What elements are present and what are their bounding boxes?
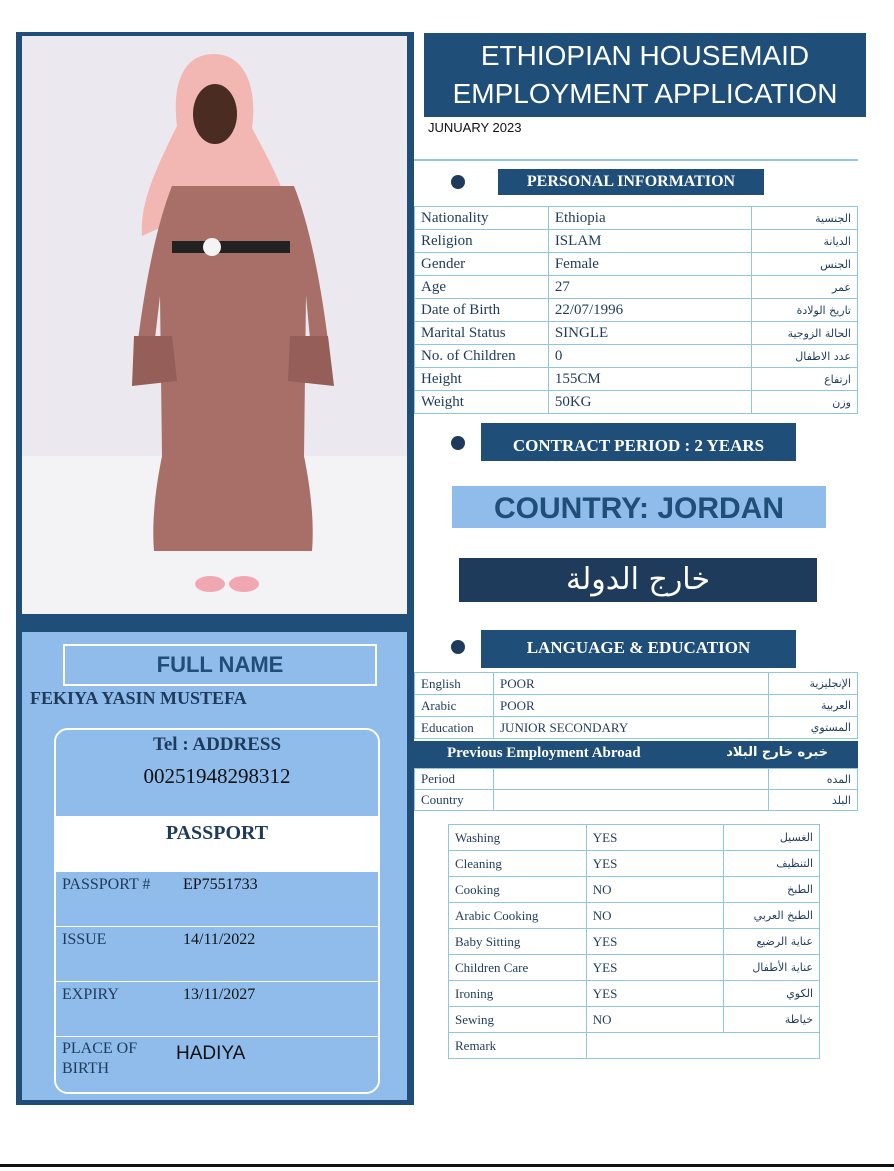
place-of-birth-row bbox=[56, 1037, 378, 1093]
personal-arabic: الحالة الزوجية bbox=[752, 322, 858, 345]
passport-number-label: PASSPORT # bbox=[62, 876, 151, 893]
skill-remark-row bbox=[449, 1033, 820, 1059]
language-value: POOR bbox=[494, 673, 769, 695]
personal-arabic: تاريخ الولادة bbox=[752, 299, 858, 322]
personal-row bbox=[415, 345, 858, 368]
document-title bbox=[424, 33, 866, 117]
skill-row bbox=[449, 825, 820, 851]
personal-row bbox=[415, 253, 858, 276]
previous-label: Period bbox=[415, 769, 494, 790]
skill-row bbox=[449, 955, 820, 981]
passport-number-value: EP7551733 bbox=[183, 876, 258, 893]
skill-label: Baby Sitting bbox=[449, 929, 587, 955]
personal-label: Date of Birth bbox=[415, 299, 549, 322]
language-education-heading: LANGUAGE & EDUCATION bbox=[481, 630, 796, 668]
personal-label: Gender bbox=[415, 253, 549, 276]
personal-value: 50KG bbox=[548, 391, 751, 414]
skills-table bbox=[448, 824, 820, 1059]
personal-row bbox=[415, 299, 858, 322]
applicant-photo bbox=[22, 36, 407, 614]
title-line-1: ETHIOPIAN HOUSEMAID bbox=[480, 40, 810, 71]
previous-value bbox=[494, 769, 769, 790]
application-date: JUNUARY 2023 bbox=[428, 120, 522, 135]
issue-row bbox=[56, 927, 378, 983]
passport-heading-row bbox=[56, 818, 378, 872]
passport-number-row bbox=[56, 872, 378, 928]
previous-arabic: البلد bbox=[769, 790, 858, 811]
personal-value: 155CM bbox=[548, 368, 751, 391]
personal-value: 22/07/1996 bbox=[548, 299, 751, 322]
remark-value bbox=[586, 1033, 819, 1059]
skill-arabic: عناية الأطفال bbox=[724, 955, 820, 981]
remark-label: Remark bbox=[449, 1033, 587, 1059]
skill-row bbox=[449, 929, 820, 955]
skill-label: Arabic Cooking bbox=[449, 903, 587, 929]
skill-value: YES bbox=[586, 981, 724, 1007]
skill-row bbox=[449, 903, 820, 929]
language-label: English bbox=[415, 673, 494, 695]
previous-row bbox=[415, 790, 858, 811]
skill-value: NO bbox=[586, 877, 724, 903]
skill-label: Cleaning bbox=[449, 851, 587, 877]
skill-value: YES bbox=[586, 825, 724, 851]
skill-arabic: الغسيل bbox=[724, 825, 820, 851]
language-value: POOR bbox=[494, 695, 769, 717]
previous-employment-heading bbox=[410, 741, 858, 769]
place-of-birth-label bbox=[62, 1039, 137, 1079]
expiry-label: EXPIRY bbox=[62, 986, 119, 1003]
bullet-icon bbox=[451, 436, 465, 450]
skill-label: Cooking bbox=[449, 877, 587, 903]
personal-label: Nationality bbox=[415, 207, 549, 230]
personal-label: Age bbox=[415, 276, 549, 299]
place-of-birth-value: HADIYA bbox=[176, 1043, 246, 1064]
language-value: JUNIOR SECONDARY bbox=[494, 717, 769, 739]
previous-row bbox=[415, 769, 858, 790]
personal-row bbox=[415, 322, 858, 345]
personal-value: 27 bbox=[548, 276, 751, 299]
previous-employment-arabic: خبره خارج البلاد bbox=[726, 745, 828, 760]
tel-heading-row bbox=[56, 730, 378, 764]
personal-value: Female bbox=[548, 253, 751, 276]
personal-label: Weight bbox=[415, 391, 549, 414]
previous-arabic: المده bbox=[769, 769, 858, 790]
language-arabic: الإنجليزية bbox=[769, 673, 858, 695]
country-label: COUNTRY: JORDAN bbox=[452, 486, 826, 528]
divider bbox=[414, 159, 858, 161]
language-arabic: المستوي bbox=[769, 717, 858, 739]
personal-label: Marital Status bbox=[415, 322, 549, 345]
personal-arabic: الديانة bbox=[752, 230, 858, 253]
skill-label: Washing bbox=[449, 825, 587, 851]
personal-value: SINGLE bbox=[548, 322, 751, 345]
tel-heading: Tel : ADDRESS bbox=[152, 734, 282, 755]
skill-row bbox=[449, 851, 820, 877]
personal-arabic: وزن bbox=[752, 391, 858, 414]
arabic-country-label: خارج الدولة bbox=[459, 558, 817, 602]
skill-arabic: خياطة bbox=[724, 1007, 820, 1033]
bullet-icon bbox=[451, 175, 465, 189]
personal-label: Religion bbox=[415, 230, 549, 253]
skill-value: NO bbox=[586, 1007, 724, 1033]
page-bottom-rule bbox=[0, 1164, 894, 1167]
title-line-2: EMPLOYMENT APPLICATION bbox=[452, 78, 838, 109]
place-of-birth-label-line1: PLACE OF bbox=[62, 1040, 138, 1057]
expiry-value: 13/11/2027 bbox=[183, 986, 256, 1003]
previous-employment-table bbox=[414, 768, 858, 811]
personal-value: 0 bbox=[548, 345, 751, 368]
place-of-birth-label-line2: BIRTH bbox=[62, 1060, 110, 1077]
language-row bbox=[415, 673, 858, 695]
bullet-icon bbox=[451, 640, 465, 654]
personal-info-table bbox=[414, 206, 858, 414]
issue-value: 14/11/2022 bbox=[183, 931, 256, 948]
language-label: Education bbox=[415, 717, 494, 739]
personal-row bbox=[415, 276, 858, 299]
applicant-photo-illustration bbox=[22, 36, 407, 614]
issue-label: ISSUE bbox=[62, 931, 107, 948]
skill-arabic: التنظيف bbox=[724, 851, 820, 877]
skill-row bbox=[449, 877, 820, 903]
personal-info-heading: PERSONAL INFORMATION bbox=[498, 169, 764, 195]
previous-value bbox=[494, 790, 769, 811]
personal-row bbox=[415, 368, 858, 391]
skill-value: NO bbox=[586, 903, 724, 929]
personal-arabic: الجنسية bbox=[752, 207, 858, 230]
personal-row bbox=[415, 391, 858, 414]
passport-heading: PASSPORT bbox=[165, 822, 269, 844]
skill-arabic: الكوي bbox=[724, 981, 820, 1007]
skill-arabic: الطبخ العربي bbox=[724, 903, 820, 929]
skill-arabic: الطبخ bbox=[724, 877, 820, 903]
contract-period: CONTRACT PERIOD : 2 YEARS bbox=[481, 423, 796, 461]
personal-label: Height bbox=[415, 368, 549, 391]
language-arabic: العربية bbox=[769, 695, 858, 717]
language-row bbox=[415, 695, 858, 717]
skill-value: YES bbox=[586, 929, 724, 955]
personal-arabic: عدد الاطفال bbox=[752, 345, 858, 368]
skill-label: Ironing bbox=[449, 981, 587, 1007]
fullname-value: FEKIYA YASIN MUSTEFA bbox=[30, 688, 247, 708]
personal-arabic: عمر bbox=[752, 276, 858, 299]
language-table bbox=[414, 672, 858, 739]
personal-value: Ethiopia bbox=[548, 207, 751, 230]
personal-label: No. of Children bbox=[415, 345, 549, 368]
personal-arabic: الجنس bbox=[752, 253, 858, 276]
expiry-row bbox=[56, 982, 378, 1038]
skill-row bbox=[449, 981, 820, 1007]
contact-passport-card bbox=[54, 728, 380, 1094]
personal-value: ISLAM bbox=[548, 230, 751, 253]
skill-row bbox=[449, 1007, 820, 1033]
skill-value: YES bbox=[586, 851, 724, 877]
personal-arabic: ارتفاع bbox=[752, 368, 858, 391]
language-row bbox=[415, 717, 858, 739]
skill-label: Children Care bbox=[449, 955, 587, 981]
tel-value: 00251948298312 bbox=[143, 764, 291, 788]
skill-label: Sewing bbox=[449, 1007, 587, 1033]
personal-row bbox=[415, 207, 858, 230]
personal-row bbox=[415, 230, 858, 253]
previous-employment-title: Previous Employment Abroad bbox=[447, 745, 641, 761]
tel-row bbox=[56, 762, 378, 818]
fullname-heading: FULL NAME bbox=[63, 644, 377, 686]
previous-label: Country bbox=[415, 790, 494, 811]
skill-value: YES bbox=[586, 955, 724, 981]
skill-arabic: عناية الرضيع bbox=[724, 929, 820, 955]
language-label: Arabic bbox=[415, 695, 494, 717]
